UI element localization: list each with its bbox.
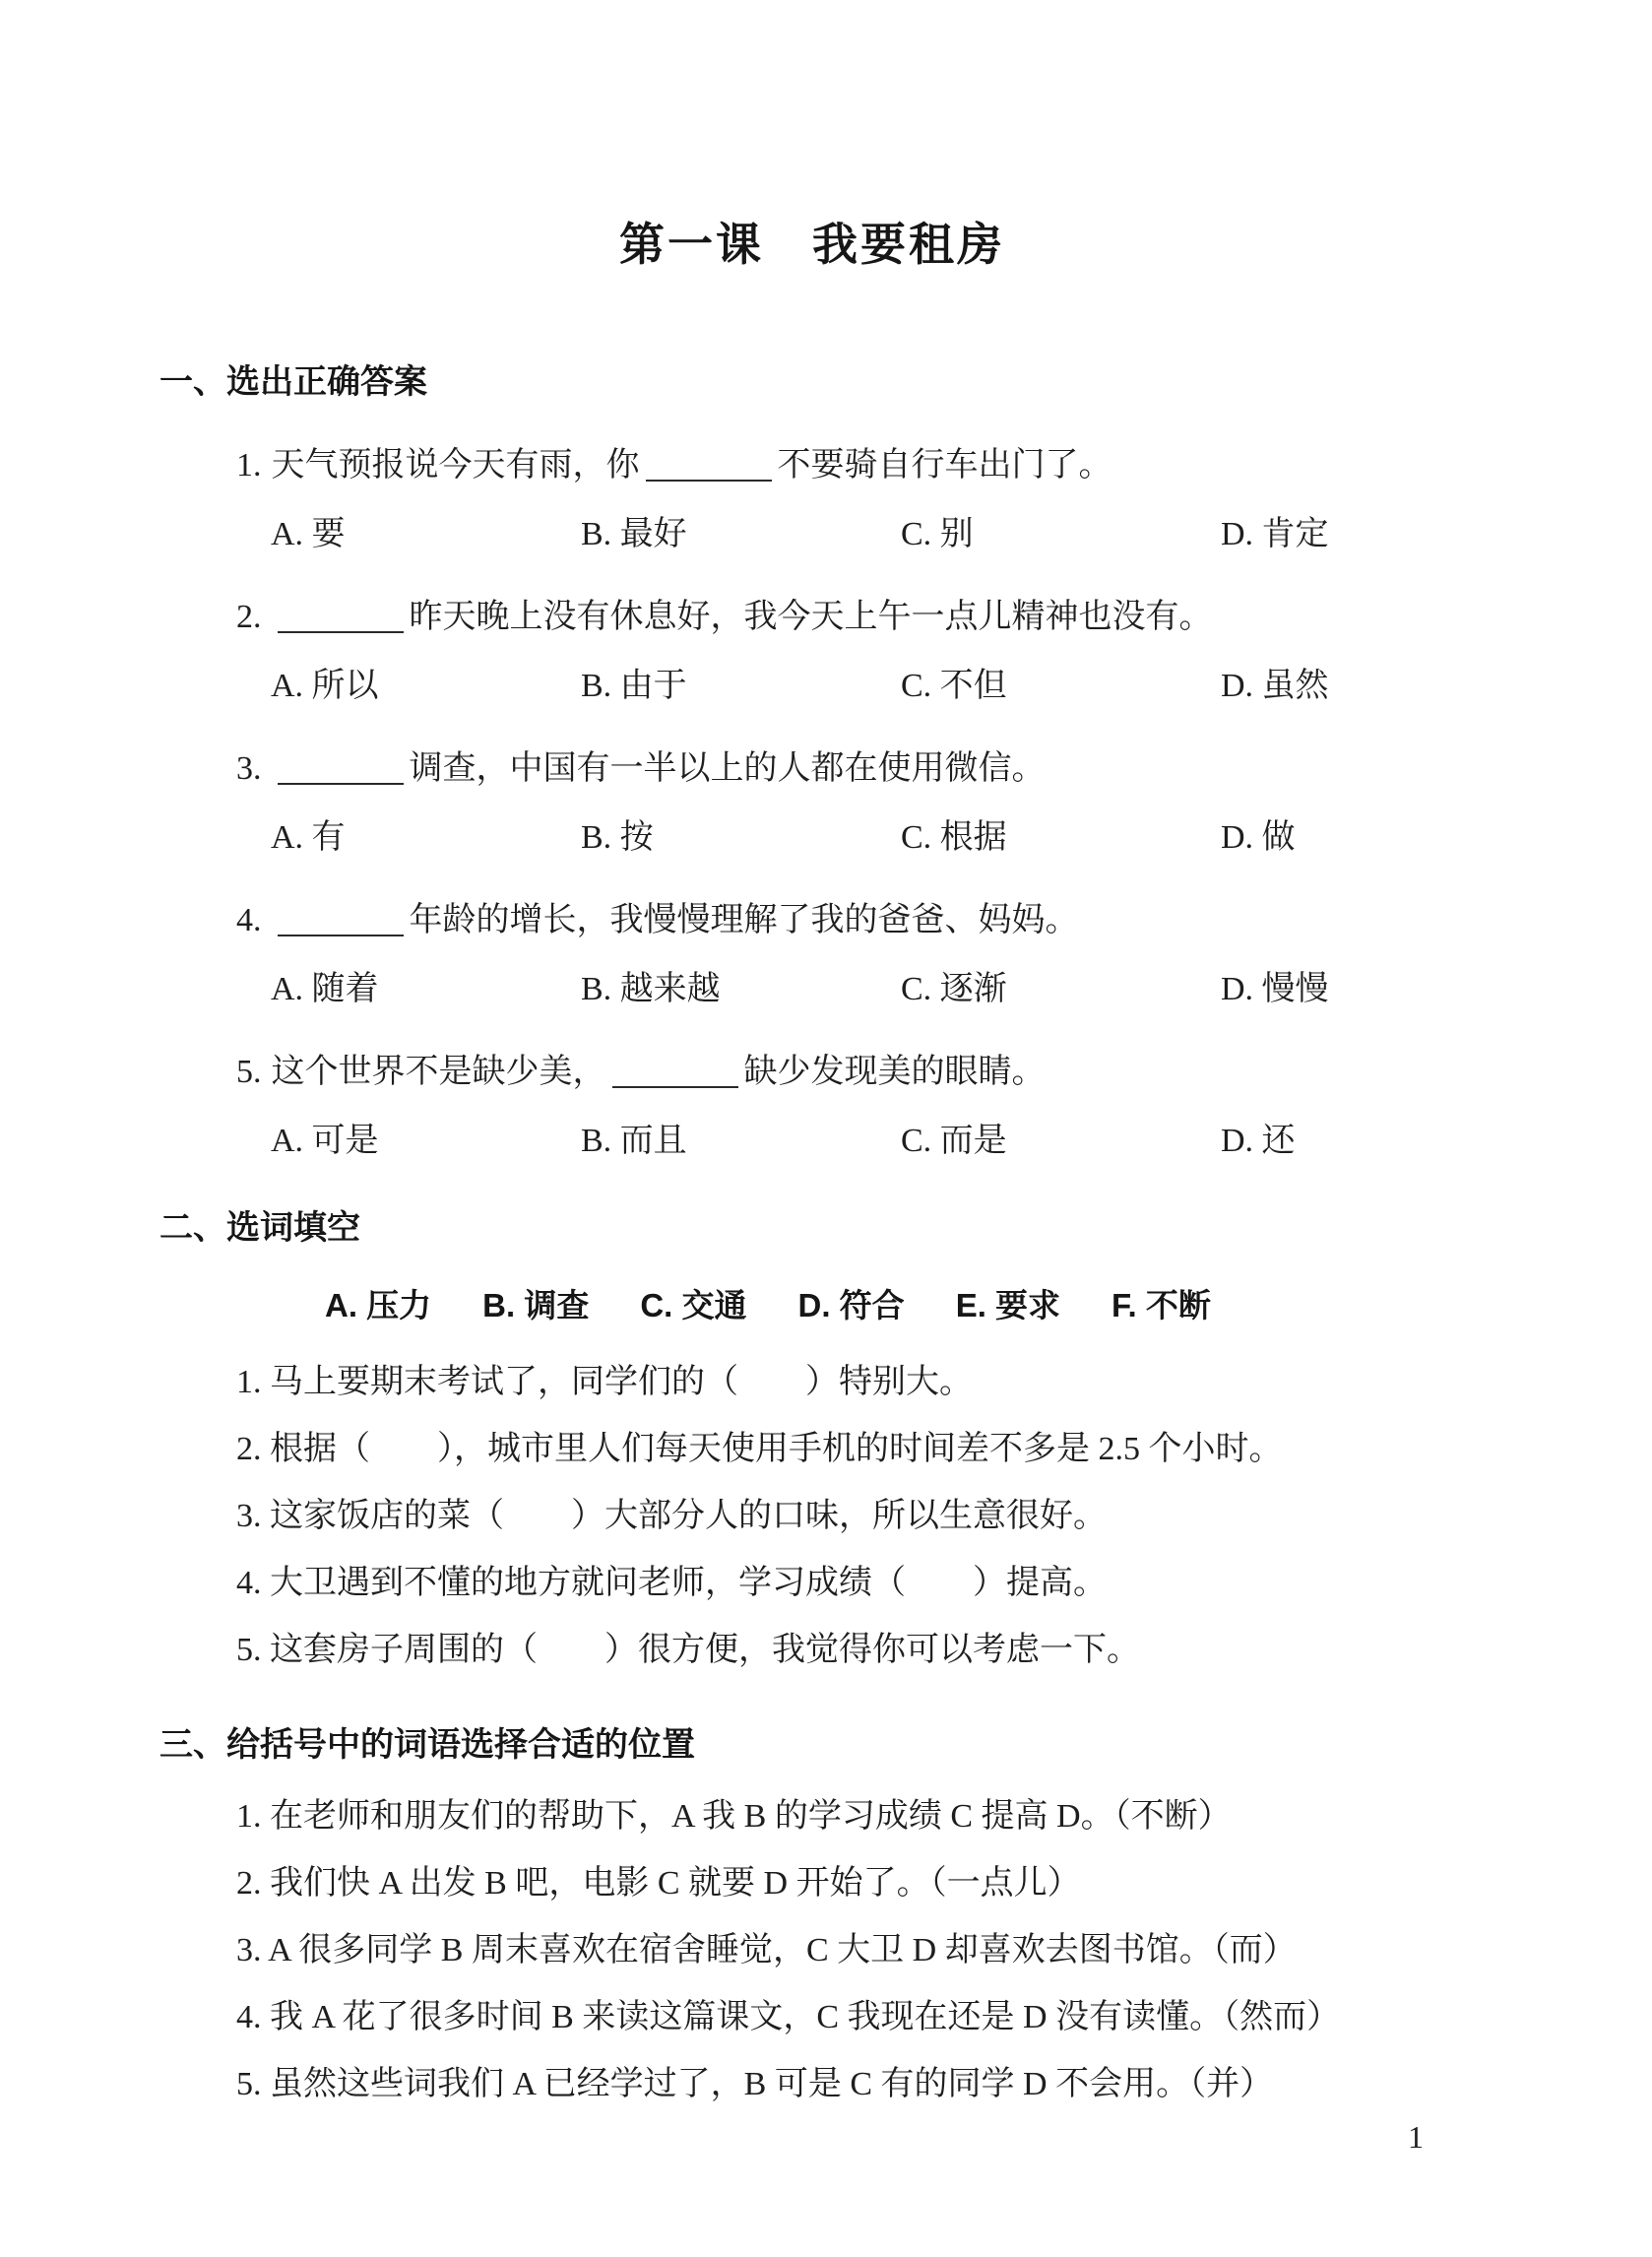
question-number: 1. [236, 447, 262, 484]
exercise-item-1: 1. 马上要期末考试了，同学们的（ ）特别大。 [236, 1364, 973, 1400]
question-stem [236, 745, 1465, 793]
question-3 [236, 745, 1465, 862]
question-number: 5. [236, 1054, 262, 1090]
stem-text-pre: 天气预报说今天有雨，你 [271, 447, 640, 484]
option-c: C. 逐渐 [901, 971, 1007, 1007]
option-d: D. 肯定 [1221, 516, 1329, 552]
page-number: 1 [1408, 2119, 1424, 2155]
question-2 [236, 594, 1465, 710]
section-heading: 二、选词填空 [159, 1209, 360, 1247]
question-number: 2. [236, 599, 262, 635]
word-bank-item-d: D. 符合 [797, 1287, 905, 1323]
exercise-item-5: 5. 虽然这些词我们 A 已经学过了，B 可是 C 有的同学 D 不会用。（并） [236, 2066, 1274, 2102]
question-1 [236, 442, 1465, 558]
exercise-item-1: 1. 在老师和朋友们的帮助下，A 我 B 的学习成绩 C 提高 D。（不断） [236, 1798, 1232, 1835]
stem-text-post: 缺少发现美的眼睛。 [743, 1054, 1046, 1090]
section-word-position [159, 1717, 1465, 2118]
stem-text-post: 年龄的增长，我慢慢理解了我的爸爸、妈妈。 [409, 902, 1079, 938]
word-bank-item-c: C. 交通 [640, 1287, 747, 1323]
option-b: B. 越来越 [581, 971, 721, 1007]
exercise-item-3: 3. A 很多同学 B 周末喜欢在宿舍睡觉，C 大卫 D 却喜欢去图书馆。（而） [236, 1932, 1297, 1968]
answer-blank [278, 749, 404, 785]
answer-blank [646, 446, 772, 482]
answer-blank [612, 1053, 738, 1088]
option-c: C. 而是 [901, 1123, 1007, 1159]
option-a: A. 要 [271, 516, 346, 552]
stem-text-post: 调查，中国有一半以上的人都在使用微信。 [409, 750, 1046, 787]
question-5 [236, 1049, 1465, 1165]
exercise-item-2: 2. 我们快 A 出发 B 吧，电影 C 就要 D 开始了。（一点儿） [236, 1865, 1081, 1902]
option-b: B. 最好 [581, 516, 687, 552]
section-heading: 一、选出正确答案 [159, 363, 427, 401]
exercise-item-4: 4. 大卫遇到不懂的地方就问老师，学习成绩（ ）提高。 [236, 1565, 1107, 1601]
option-d: D. 还 [1221, 1123, 1296, 1159]
option-b: B. 由于 [581, 668, 687, 704]
option-c: C. 别 [901, 516, 974, 552]
section-fill-in-blanks [159, 1200, 1465, 1684]
answer-blank [278, 598, 404, 633]
answer-blank [278, 901, 404, 936]
option-b: B. 而且 [581, 1123, 687, 1159]
exercise-item-3: 3. 这家饭店的菜（ ）大部分人的口味，所以生意很好。 [236, 1498, 1107, 1534]
word-bank-item-b: B. 调查 [482, 1287, 590, 1323]
section-choose-correct-answer [159, 355, 1465, 1165]
word-bank-item-a: A. 压力 [325, 1287, 432, 1323]
option-c: C. 不但 [901, 668, 1007, 704]
stem-text-post: 不要骑自行车出门了。 [777, 447, 1112, 484]
options-row [271, 663, 1465, 710]
stem-text-post: 昨天晚上没有休息好，我今天上午一点儿精神也没有。 [409, 599, 1213, 635]
option-c: C. 根据 [901, 819, 1007, 856]
section-heading: 三、给括号中的词语选择合适的位置 [159, 1726, 695, 1764]
option-a: A. 有 [271, 819, 346, 856]
question-stem [236, 594, 1465, 641]
exercise-item-4: 4. 我 A 花了很多时间 B 来读这篇课文，C 我现在还是 D 没有读懂。（然而） [236, 1999, 1341, 2035]
question-4 [236, 897, 1465, 1013]
word-bank [325, 1276, 1465, 1335]
option-d: D. 慢慢 [1221, 971, 1329, 1007]
word-bank-item-e: E. 要求 [955, 1287, 1061, 1323]
option-a: A. 可是 [271, 1123, 379, 1159]
exercise-item-5: 5. 这套房子周围的（ ）很方便，我觉得你可以考虑一下。 [236, 1632, 1140, 1668]
option-d: D. 虽然 [1221, 668, 1329, 704]
word-bank-item-f: F. 不断 [1112, 1287, 1211, 1323]
options-row [271, 966, 1465, 1013]
option-a: A. 随着 [271, 971, 379, 1007]
page-title: 第一课 我要租房 [619, 219, 1005, 270]
option-a: A. 所以 [271, 668, 379, 704]
question-number: 3. [236, 750, 262, 787]
option-d: D. 做 [1221, 819, 1296, 856]
exercise-item-2: 2. 根据（ ），城市里人们每天使用手机的时间差不多是 2.5 个小时。 [236, 1431, 1283, 1467]
question-stem [236, 1049, 1465, 1096]
options-row [271, 511, 1465, 558]
option-b: B. 按 [581, 819, 654, 856]
question-stem [236, 442, 1465, 489]
stem-text-pre: 这个世界不是缺少美， [271, 1054, 606, 1090]
question-number: 4. [236, 902, 262, 938]
options-row [271, 1118, 1465, 1165]
question-stem [236, 897, 1465, 944]
options-row [271, 814, 1465, 862]
